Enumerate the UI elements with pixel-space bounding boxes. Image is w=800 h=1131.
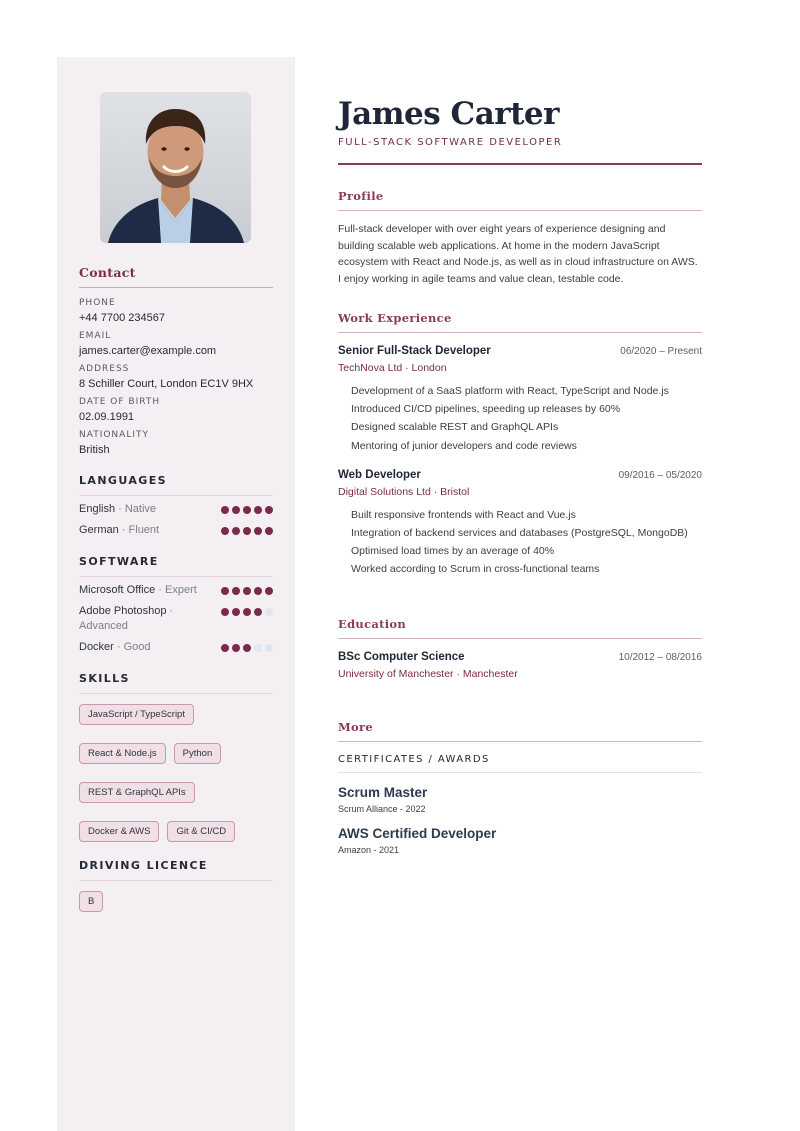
contact-label-dob: DATE OF BIRTH [79, 397, 161, 407]
header-divider [338, 163, 702, 165]
job-org: Digital Solutions Ltd · Bristol [338, 485, 470, 498]
contact-value-email: james.carter@example.com [79, 345, 217, 357]
rating-dot-filled [232, 587, 240, 595]
rating-dot-filled [221, 644, 229, 652]
licence-list [79, 891, 273, 912]
rating-dot-filled [221, 608, 229, 616]
contact-value-nationality: British [79, 444, 110, 456]
job-entry [338, 469, 702, 579]
rating-dot-filled [243, 506, 251, 514]
experience-heading: Work Experience [338, 311, 702, 333]
contact-list [79, 298, 273, 457]
rating-dot-filled [254, 587, 262, 595]
software-level: Good [123, 641, 151, 653]
contact-value-address: 8 Schiller Court, London EC1V 9HX [79, 378, 254, 390]
rating-dot-filled [221, 506, 229, 514]
languages-section [79, 474, 273, 538]
contact-label-phone: PHONE [79, 298, 116, 308]
job-bullet: Mentoring of junior developers and code reviews [351, 439, 577, 452]
more-heading: More [338, 720, 702, 742]
job-title: Senior Full-Stack Developer [338, 345, 491, 357]
skill-chip: Docker & AWS [79, 821, 159, 842]
profile-text: Full-stack developer with over eight years of experience designing and building scalable web applications. At home in the modern JavaScript ecosystem with React and Node.js, as well as in cloud infrastructure on AWS. I enjoy working in agile teams and value clean, testable code. [338, 223, 698, 285]
sidebar [57, 57, 295, 1131]
main-content [338, 95, 702, 855]
rating-dot-filled [221, 587, 229, 595]
contact-value-phone: +44 7700 234567 [79, 312, 165, 324]
job-bullets [338, 382, 702, 455]
skill-chip: React & Node.js [79, 743, 166, 764]
rating-dot-filled [243, 644, 251, 652]
job-title: Web Developer [338, 468, 421, 481]
certificates-heading: CERTIFICATES / AWARDS [338, 754, 702, 773]
experience-section [338, 311, 702, 579]
rating-dot-filled [254, 527, 262, 535]
language-name: German [79, 524, 119, 536]
rating-dots [221, 608, 273, 616]
software-name: Microsoft Office [79, 584, 156, 596]
rating-dot-filled [265, 587, 273, 595]
cert-meta: Amazon - 2021 [338, 844, 400, 855]
job-bullet: Introduced CI/CD pipelines, speeding up releases by 60% [351, 403, 621, 416]
rating-dot-filled [265, 527, 273, 535]
rating-dot-filled [232, 644, 240, 652]
software-name: Docker [79, 641, 114, 653]
software-level: Expert [165, 584, 197, 596]
person-name: James Carter [338, 96, 559, 132]
software-row: Adobe Photoshop · Advanced [79, 604, 273, 634]
education-entry [338, 651, 702, 680]
job-bullets [338, 506, 702, 579]
rating-dots [221, 527, 273, 535]
skills-section [79, 672, 273, 842]
profile-heading: Profile [338, 189, 702, 211]
licence-chip: B [79, 891, 103, 912]
sidebar-content [79, 265, 273, 912]
licence-heading: DRIVING LICENCE [79, 859, 273, 881]
cert-entry [338, 826, 702, 855]
job-date: 09/2016 – 05/2020 [618, 469, 702, 481]
skills-list [79, 704, 273, 842]
software-row: Microsoft Office · Expert [79, 583, 273, 598]
rating-dot-empty [265, 644, 273, 652]
skill-chip: Python [174, 743, 222, 764]
language-level: Fluent [128, 524, 160, 536]
cert-name: AWS Certified Developer [338, 825, 497, 841]
language-level: Native [124, 503, 157, 515]
contact-label-nationality: NATIONALITY [79, 430, 149, 440]
rating-dot-filled [221, 527, 229, 535]
contact-section [79, 265, 273, 457]
software-row: Docker · Good [79, 640, 273, 655]
job-bullet: Optimised load times by an average of 40% [351, 545, 555, 558]
software-level: Advanced [79, 620, 128, 632]
job-org: TechNova Ltd · London [338, 362, 447, 374]
job-bullet: Worked according to Scrum in cross-functional teams [351, 563, 600, 576]
education-heading: Education [338, 617, 702, 639]
job-entry [338, 345, 702, 455]
cert-name: Scrum Master [338, 784, 428, 800]
rating-dots [221, 587, 273, 595]
software-name: Adobe Photoshop [79, 605, 167, 617]
degree-title: BSc Computer Science [338, 650, 465, 663]
education-date: 10/2012 – 08/2016 [618, 651, 702, 663]
contact-label-address: ADDRESS [79, 364, 130, 374]
software-heading: SOFTWARE [79, 555, 273, 577]
rating-dots [221, 506, 273, 514]
skills-heading: SKILLS [79, 672, 273, 694]
rating-dot-filled [254, 608, 262, 616]
cert-meta: Scrum Alliance - 2022 [338, 803, 426, 814]
job-title-header: FULL-STACK SOFTWARE DEVELOPER [338, 137, 563, 148]
rating-dot-filled [232, 506, 240, 514]
software-section [79, 555, 273, 655]
contact-value-dob: 02.09.1991 [79, 411, 135, 423]
more-section [338, 720, 702, 855]
contact-heading: Contact [79, 265, 273, 288]
profile-section [338, 189, 702, 287]
job-bullet: Designed scalable REST and GraphQL APIs [351, 421, 559, 434]
profile-photo [100, 92, 251, 243]
skill-chip: Git & CI/CD [167, 821, 235, 842]
rating-dot-empty [254, 644, 262, 652]
licence-section [79, 859, 273, 912]
rating-dot-empty [265, 608, 273, 616]
contact-label-email: EMAIL [79, 331, 112, 341]
rating-dot-filled [243, 587, 251, 595]
rating-dot-filled [254, 506, 262, 514]
language-row: German · Fluent [79, 523, 273, 538]
cert-entry [338, 785, 702, 814]
skill-chip: REST & GraphQL APIs [79, 782, 195, 803]
rating-dot-filled [243, 527, 251, 535]
languages-heading: LANGUAGES [79, 474, 273, 496]
job-bullet: Built responsive frontends with React and Vue.js [351, 508, 576, 521]
rating-dot-filled [265, 506, 273, 514]
rating-dot-filled [243, 608, 251, 616]
language-row: English · Native [79, 502, 273, 517]
education-section [338, 617, 702, 680]
rating-dots [221, 644, 273, 652]
job-bullet: Integration of backend services and databases (PostgreSQL, MongoDB) [351, 527, 688, 540]
language-name: English [79, 503, 116, 515]
rating-dot-filled [232, 608, 240, 616]
skill-chip: JavaScript / TypeScript [79, 704, 194, 725]
job-bullet: Development of a SaaS platform with React, TypeScript and Node.js [351, 385, 669, 397]
job-date: 06/2020 – Present [620, 346, 702, 357]
rating-dot-filled [232, 527, 240, 535]
education-org: University of Manchester · Manchester [338, 667, 518, 680]
